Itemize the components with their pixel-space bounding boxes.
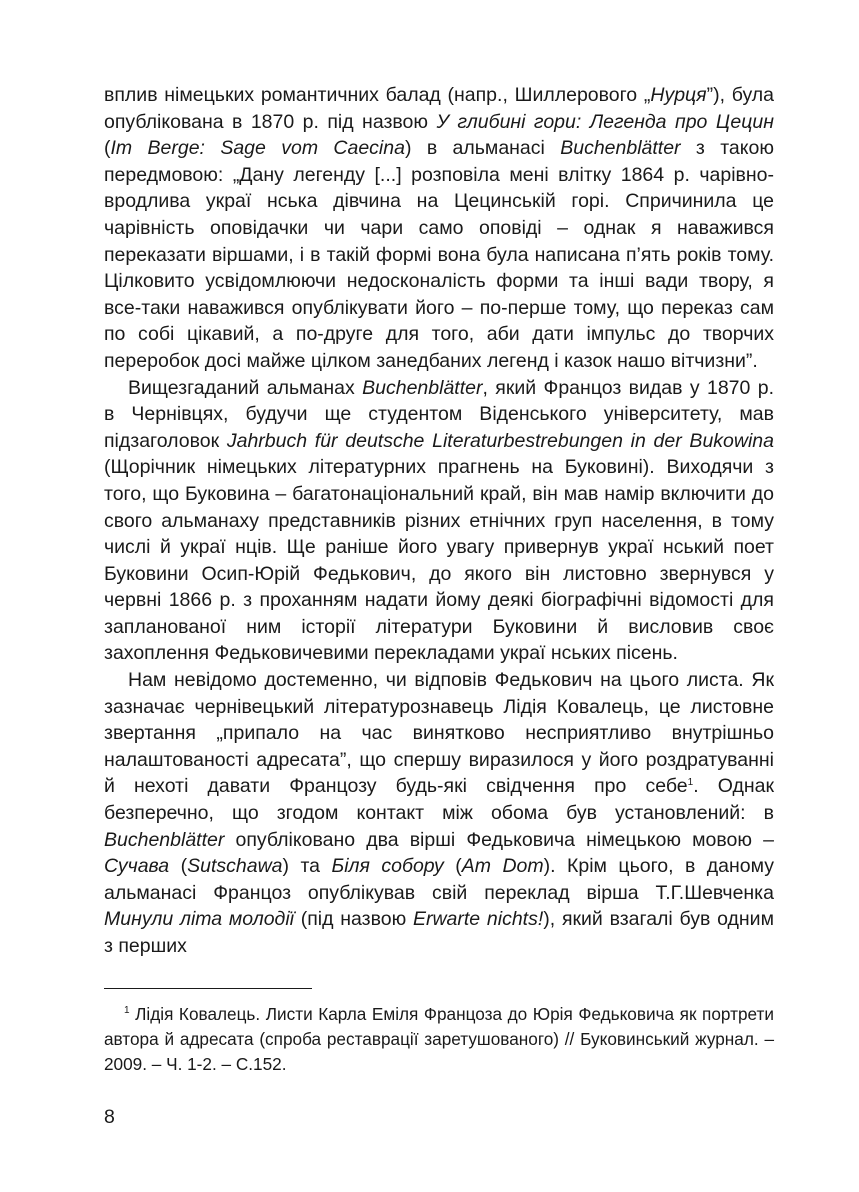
text-run: (	[443, 855, 462, 878]
italic-text: У глибині гори: Легенда про Цецин	[436, 110, 774, 133]
text-run: ) в альманасі	[404, 137, 561, 160]
text-run: ). Крім цього, в даному альманасі Францоз опублікував свій переклад вірша Т.Г.Шевченка	[104, 855, 775, 904]
text-run: опубліковано два вірші Федьковича німецькою мовою –	[224, 828, 774, 851]
paragraph-3	[104, 667, 774, 960]
page-body	[104, 82, 774, 960]
italic-text: Біля собору	[331, 855, 444, 878]
text-run: (	[104, 137, 111, 160]
italic-text: Нурця	[650, 84, 707, 106]
italic-text: Am Dom	[461, 855, 544, 878]
italic-text: Sutschawa	[187, 855, 283, 878]
text-run: Вищезгаданий альманах	[128, 376, 363, 399]
footnote-marker: 1	[124, 1005, 130, 1016]
footnote-divider	[104, 988, 312, 989]
italic-text: Buchenblätter	[560, 137, 681, 160]
italic-text: Минули літа молодії	[104, 908, 294, 931]
paragraph-1	[104, 82, 774, 375]
text-run: , який Францоз видав у 1870 р. в Чернівцях, будучи ще студентом Віденського університету, мав підзаголовок	[104, 376, 774, 452]
text-run: (	[169, 855, 188, 878]
italic-text: Buchenblätter	[362, 376, 483, 399]
italic-text: Jahrbuch für deutsche Literaturbestrebungen in der Bukowina	[226, 429, 774, 452]
italic-text: Erwarte nichts!	[412, 908, 544, 931]
text-run: (Щорічник німецьких літературних прагнень на Буковині). Виходячи з того, що Буковина – багатонаціональний край, він мав намір включити до свого альманаху представників різних етнічних груп населення, в тому числі й украї нців. Ще раніше його увагу привернув украї нський поет Буковини Осип-Юрій Федькович, до якого він листовно звернувся у червні 1866 р. з проханням надати йому деякі біографічні відомості для запланованої ним історії літератури Буковини й висловив своє захоплення Федьковичевими перекладами украї нських пісень.	[104, 456, 774, 665]
footnote-text: Лідія Ковалець. Листи Карла Еміля Францоза до Юрія Федьковича як портрети автора й адресата (спроба реставрації заретушованого) // Буковинський журнал. – 2009. – Ч. 1-2. – С.152.	[104, 1004, 774, 1074]
text-run: Нам невідомо достеменно, чи відповів Федькович на цього листа. Як зазначає чернівецький літературознавець Лідія Ковалець, це листовне звертання „припало на час винятково несприятливо внутрішньо налаштованості адресата”, що спершу виразилося у його роздратуванні й нехоті давати Францозу будь-які свідчення про себе	[104, 669, 774, 798]
text-run: з такою передмовою: „Дану легенду [...] розповіла мені влітку 1864 р. чарівно-вродлива украї нська дівчина на Цецинській горі. Спричинила це чарівність оповідачки чи чари само оповіді – однак я наважився переказати віршами, і в такій формі вона була написана п’ять років тому. Цілковито усвідомлюючи недосконалість форми та інші вади твору, я все-таки наважився опублікувати його – по-перше тому, що переказ сам по собі цікавий, а по-друге для того, аби дати імпульс до творчих переробок досі майже цілком занедбаних легенд і казок нашо вітчизни”.	[104, 137, 774, 372]
page-number: 8	[104, 1106, 115, 1128]
italic-text: Buchenblätter	[104, 828, 225, 851]
text-run: . Однак безперечно, що згодом контакт між обома був установлений: в	[104, 775, 774, 825]
text-run: ), який взагалі був одним з перших	[104, 908, 774, 957]
footnote	[104, 1002, 774, 1077]
italic-text: Сучава	[104, 855, 170, 878]
italic-text: Im Berge: Sage vom Caecina	[110, 137, 405, 160]
text-run: вплив німецьких романтичних балад (напр., Шиллерового „	[104, 84, 651, 106]
text-run: ) та	[282, 855, 332, 878]
text-run: (під назвою	[293, 908, 413, 931]
text-run: ”), була опублікована в 1870 р. під назвою	[104, 84, 775, 133]
footnote-reference: 1	[687, 777, 694, 789]
paragraph-2	[104, 375, 774, 668]
